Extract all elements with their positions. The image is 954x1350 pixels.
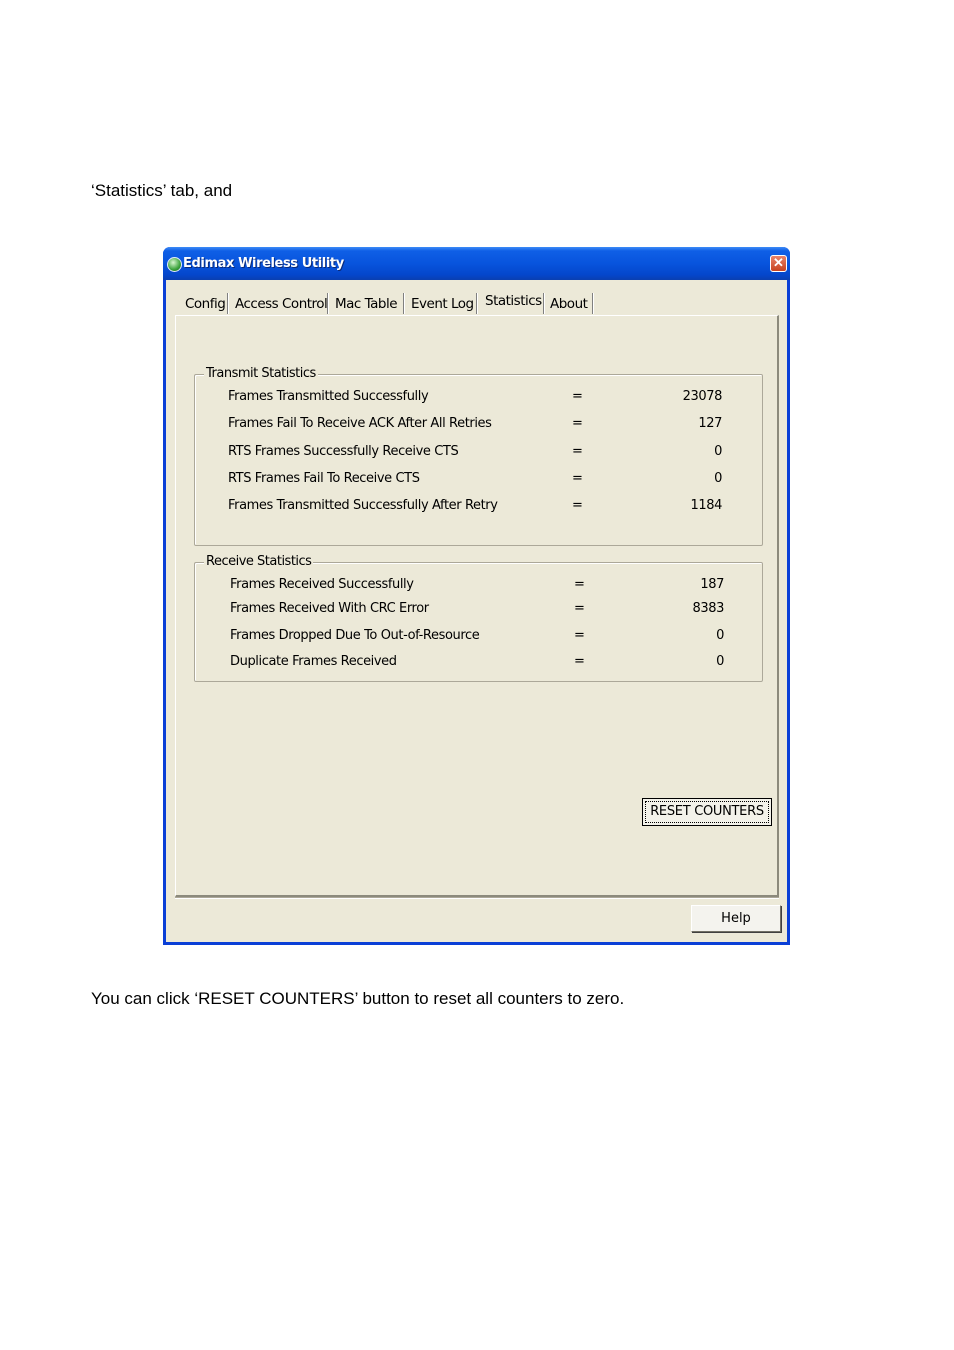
statistics-panel xyxy=(175,315,779,897)
receive-row xyxy=(195,601,762,619)
tab-separator xyxy=(227,293,229,314)
stat-equals: = xyxy=(574,577,585,592)
transmit-row xyxy=(195,389,762,407)
stat-equals: = xyxy=(572,471,583,486)
edimax-utility-window xyxy=(163,247,790,945)
stat-label: Frames Transmitted Successfully After Retry xyxy=(228,498,498,513)
transmit-row xyxy=(195,498,762,516)
transmit-row xyxy=(195,444,762,462)
stat-label: Frames Received With CRC Error xyxy=(230,601,429,616)
stat-value: 8383 xyxy=(692,601,724,616)
reset-counters-label: RESET COUNTERS xyxy=(645,801,769,823)
stat-equals: = xyxy=(574,601,585,616)
stat-equals: = xyxy=(572,416,583,431)
receive-statistics-group xyxy=(194,554,763,682)
stat-value: 127 xyxy=(698,416,722,431)
stat-label: Frames Transmitted Successfully xyxy=(228,389,429,404)
stat-value: 0 xyxy=(714,471,722,486)
receive-row xyxy=(195,654,762,672)
tab-separator xyxy=(592,293,594,314)
tab-separator xyxy=(327,293,329,314)
tab-separator xyxy=(403,293,405,314)
transmit-row xyxy=(195,416,762,434)
stat-value: 1184 xyxy=(690,498,722,513)
stat-label: Frames Dropped Due To Out-of-Resource xyxy=(230,628,480,643)
footer-divider xyxy=(175,897,779,899)
tab-config[interactable]: Config xyxy=(185,296,226,312)
title-bar[interactable] xyxy=(163,247,790,280)
reset-counters-button[interactable] xyxy=(642,798,772,826)
transmit-statistics-group xyxy=(194,366,763,546)
tab-mac-table[interactable]: Mac Table xyxy=(335,296,398,312)
stat-equals: = xyxy=(572,389,583,404)
tab-about[interactable]: About xyxy=(550,296,588,312)
receive-row xyxy=(195,577,762,595)
tab-separator xyxy=(476,293,478,314)
stat-label: Duplicate Frames Received xyxy=(230,654,397,669)
stat-equals: = xyxy=(574,628,585,643)
app-icon xyxy=(167,257,182,272)
stat-label: Frames Fail To Receive ACK After All Retries xyxy=(228,416,492,431)
stat-label: Frames Received Successfully xyxy=(230,577,414,592)
stat-equals: = xyxy=(574,654,585,669)
stat-value: 0 xyxy=(716,628,724,643)
tab-statistics[interactable]: Statistics xyxy=(485,293,542,309)
stat-value: 23078 xyxy=(682,389,722,404)
stat-equals: = xyxy=(572,498,583,513)
stat-value: 0 xyxy=(714,444,722,459)
receive-statistics-legend: Receive Statistics xyxy=(206,554,312,569)
outro-text: You can click ‘RESET COUNTERS’ button to reset all counters to zero. xyxy=(91,989,625,1008)
stat-value: 0 xyxy=(716,654,724,669)
intro-text: ‘Statistics’ tab, and xyxy=(91,181,233,200)
tab-separator xyxy=(543,293,545,314)
stat-value: 187 xyxy=(700,577,724,592)
tab-event-log[interactable]: Event Log xyxy=(411,296,474,312)
close-icon: ✕ xyxy=(773,255,784,270)
transmit-row xyxy=(195,471,762,489)
close-button[interactable] xyxy=(770,255,787,272)
tab-access-control[interactable]: Access Control xyxy=(235,296,328,312)
stat-label: RTS Frames Successfully Receive CTS xyxy=(228,444,459,459)
help-button[interactable]: Help xyxy=(691,905,781,932)
transmit-statistics-legend: Transmit Statistics xyxy=(206,366,316,381)
receive-row xyxy=(195,628,762,646)
stat-equals: = xyxy=(572,444,583,459)
window-title: Edimax Wireless Utility xyxy=(183,256,344,271)
stat-label: RTS Frames Fail To Receive CTS xyxy=(228,471,420,486)
